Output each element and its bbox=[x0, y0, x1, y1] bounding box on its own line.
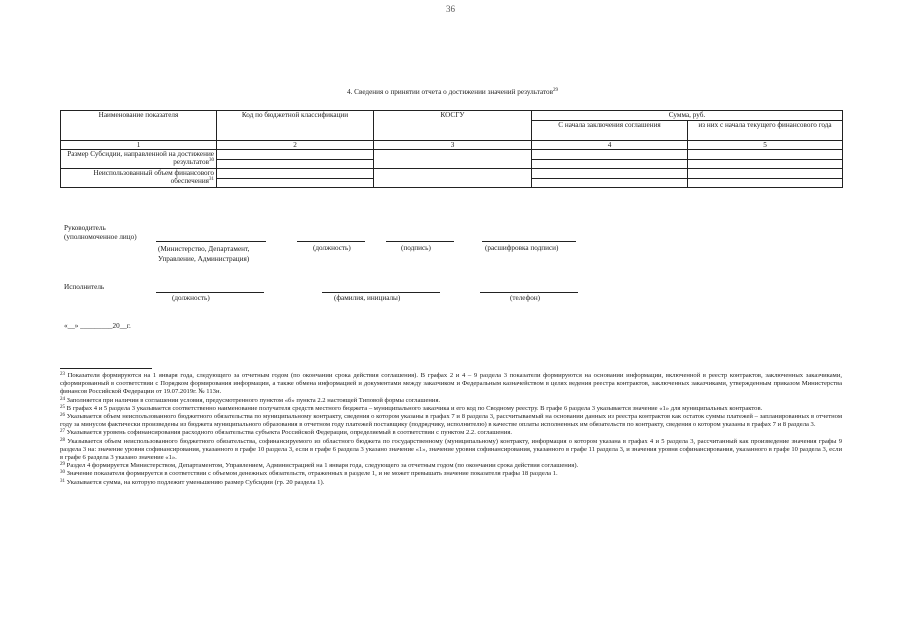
position-signature-line bbox=[297, 241, 365, 242]
footnote-number: 30 bbox=[60, 470, 65, 476]
footnote bbox=[60, 372, 842, 397]
footnote-text: Раздел 4 формируется Министерством, Департаментом, Управлением, Администрацией на 1 января года, следующего за отчетным годом (по окончании срока действия соглашения). bbox=[66, 462, 579, 470]
cell-empty bbox=[688, 169, 843, 179]
footnote-number: 24 bbox=[60, 396, 65, 402]
head-label-authorized: (уполномоченное лицо) bbox=[64, 233, 137, 241]
footnote-text: В графах 4 и 5 раздела 3 указывается соответственно наименование получателя средств местного бюджета – муниципального заказчика и его код по Сводному реестру. В графе 6 раздела 3 указывается значение «1» для муниципальных контрактов. bbox=[66, 404, 763, 412]
footnote-number: 27 bbox=[60, 429, 65, 435]
cell-empty bbox=[217, 160, 374, 169]
footnote bbox=[60, 397, 842, 405]
results-report-table bbox=[60, 110, 843, 188]
footnote bbox=[60, 438, 842, 463]
row-subsidy-footnote-ref: 30 bbox=[209, 158, 214, 163]
footnote bbox=[60, 413, 842, 429]
cell-empty bbox=[217, 150, 374, 160]
footnotes bbox=[60, 372, 842, 487]
footnote-separator bbox=[60, 368, 152, 369]
exec-position-caption: (должность) bbox=[172, 294, 210, 302]
footnote-number: 31 bbox=[60, 478, 65, 484]
exec-position-line bbox=[156, 292, 264, 293]
col-number-5: 5 bbox=[688, 141, 843, 150]
footnote bbox=[60, 429, 842, 437]
date-line: «__» _________20__г. bbox=[64, 322, 131, 330]
footnote bbox=[60, 470, 842, 478]
footnote-number: 29 bbox=[60, 462, 65, 468]
footnote-number: 23 bbox=[60, 372, 65, 377]
row-subsidy-text: Размер Субсидии, направленной на достижение результатов bbox=[67, 150, 214, 166]
footnote-text: Значение показателя формируется в соответствии с объемом денежных обязательств, отраженных в разделе 1, и не может превышать значение показателя графы 18 раздела 1. bbox=[66, 470, 558, 478]
footnote-text: Указывается сумма, на которую подлежит уменьшению размер Субсидии (гр. 20 раздела 1). bbox=[66, 478, 325, 486]
footnote-number: 28 bbox=[60, 437, 65, 443]
head-label: Руководитель bbox=[64, 224, 106, 232]
footnote bbox=[60, 462, 842, 470]
cell-empty bbox=[217, 179, 374, 188]
exec-phone-caption: (телефон) bbox=[510, 294, 541, 302]
cell-empty bbox=[217, 169, 374, 179]
cell-empty bbox=[532, 179, 688, 188]
footnote-text: Заполняется при наличии в соглашении условия, предусмотренного пунктом «б» пункта 2.2 настоящей Типовой формы соглашения. bbox=[66, 396, 441, 404]
cell-empty bbox=[532, 160, 688, 169]
footnote bbox=[60, 479, 842, 487]
row-unused-label bbox=[61, 169, 217, 188]
row-subsidy-label bbox=[61, 150, 217, 169]
footnote-text: Показатели формируются на 1 января года, следующего за отчетным годом (по окончании срока действия соглашения). В графах 2 и 4 – 9 раздела 3 показатели формируются на основании информации, включенной в реестр контрактов, заключенных заказчиками, сформированный в соответствии с Порядком формирования информации, а также обмена информацией и документами между заказчиком и Федеральным казначейством в целях ведения реестра контрактов, заключенных заказчиками, утвержденным приказом Министерства финансов Российской Федерации от 19.07.2019г. № 113н. bbox=[60, 372, 842, 396]
cell-empty bbox=[688, 179, 843, 188]
sign-signature-line bbox=[386, 241, 454, 242]
row-unused-footnote-ref: 31 bbox=[209, 177, 214, 182]
page-number: 36 bbox=[446, 4, 455, 14]
footnote-text: Указывается объем неиспользованного бюджетного обязательства по муниципальному контракту, сведения о котором указаны в графах 7 и 8 раздела 3, рассчитываемый на основании данных из реестра контрактов как остаток суммы платежей – запланированных в отчетном году за минусом фактически произведены из бюджета муниципального образования в отчетном году платежей поставщику (подрядчику, исполнителю) в качестве оплаты исполненных им обязательств по контракту, сведения о котором указаны в графах 7 и 8 раздела 3. bbox=[60, 413, 842, 429]
cell-empty bbox=[374, 150, 532, 169]
exec-phone-line bbox=[480, 292, 578, 293]
decode-caption: (расшифровка подписи) bbox=[485, 244, 559, 252]
footnote-number: 26 bbox=[60, 413, 65, 419]
footnote-text: Указывается уровень софинансирования расходного обязательства субъекта Российской Федерации, определяемый в соответствии с пунктом 2.2. соглашения. bbox=[66, 429, 513, 437]
org-signature-line bbox=[156, 241, 266, 242]
header-kosgu: КОСГУ bbox=[374, 111, 532, 141]
header-sum: Сумма, руб. bbox=[532, 111, 843, 121]
col-number-2: 2 bbox=[217, 141, 374, 150]
cell-empty bbox=[688, 150, 843, 160]
cell-empty bbox=[532, 150, 688, 160]
header-current-year: из них с начала текущего финансового года bbox=[688, 121, 843, 141]
section-title-text: 4. Сведения о принятии отчета о достижении значений результатов bbox=[346, 88, 553, 96]
position-caption: (должность) bbox=[313, 244, 351, 252]
col-number-4: 4 bbox=[532, 141, 688, 150]
footnote-number: 25 bbox=[60, 404, 65, 410]
header-from-start: С начала заключения соглашения bbox=[532, 121, 688, 141]
executor-label: Исполнитель bbox=[64, 283, 105, 291]
exec-name-caption: (фамилия, инициалы) bbox=[334, 294, 401, 302]
footnote-text: Указывается объем неиспользованного бюджетного обязательства, софинансируемого из областного бюджета по государственному (муниципальному) контракту, информация о котором указана в графах 4 и 5 раздела 3, рассчитанный как произведение значения графы 9 раздела 3 на: значение уровня софинансирования, указанного в графе 10 раздела 3, если в графе 6 раздела 3 указано значение «1», значение уровня софинансирования, указанного в графе 11 раздела 3, и значения уровня софинансирования, указанного в графе 10 раздела 3, если в графе 6 раздела 3 указано значение «1». bbox=[60, 437, 842, 462]
exec-name-line bbox=[322, 292, 440, 293]
cell-empty bbox=[532, 169, 688, 179]
cell-empty bbox=[374, 169, 532, 188]
col-number-3: 3 bbox=[374, 141, 532, 150]
org-caption: (Министерство, Департамент, Управление, Администрация) bbox=[158, 245, 250, 263]
decode-signature-line bbox=[482, 241, 576, 242]
header-indicator-name: Наименование показателя bbox=[61, 111, 217, 141]
header-budget-code: Код по бюджетной классификации bbox=[217, 111, 374, 141]
row-unused-text: Неиспользованный объем финансового обеспечения bbox=[93, 169, 214, 185]
col-number-1: 1 bbox=[61, 141, 217, 150]
sign-caption: (подпись) bbox=[401, 244, 431, 252]
section-title-footnote-ref: 29 bbox=[553, 88, 558, 93]
footnote bbox=[60, 405, 842, 413]
cell-empty bbox=[688, 160, 843, 169]
section-title bbox=[0, 88, 905, 96]
